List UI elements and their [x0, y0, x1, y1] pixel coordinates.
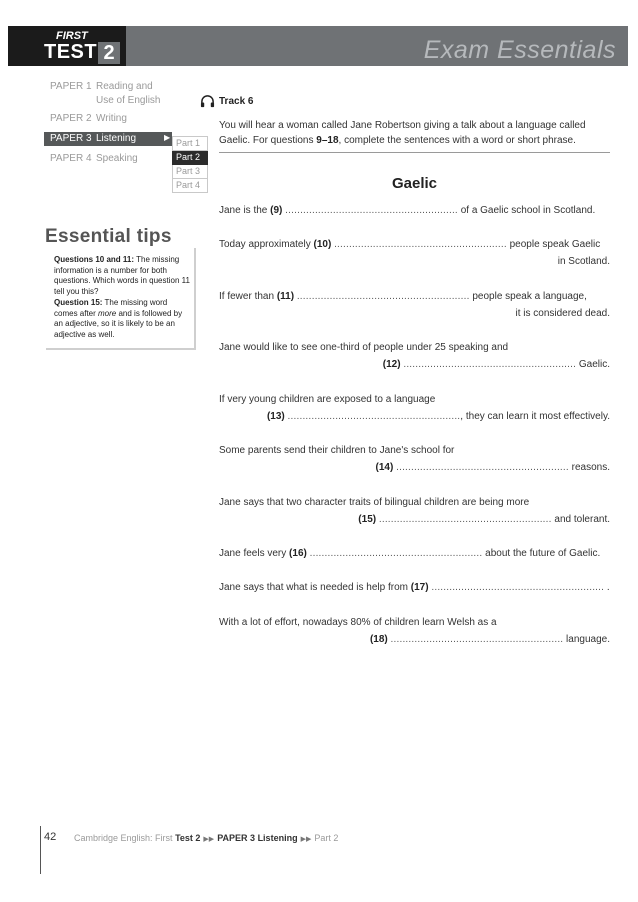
footer-book: Cambridge English: First — [74, 833, 173, 843]
menu-paper-3[interactable] — [50, 133, 136, 144]
footer-breadcrumb — [74, 833, 338, 843]
sentence-q14 — [219, 461, 610, 475]
question-number: (12) — [382, 359, 401, 370]
sentence-text: If fewer than — [219, 291, 277, 302]
sentence-text: Jane feels very — [219, 548, 290, 559]
footer-paper: PAPER 3 — [217, 833, 256, 843]
tips-text — [54, 255, 190, 341]
tip-text: The missing word comes after — [54, 298, 168, 318]
tip-label: Questions 10 and 11: — [54, 255, 135, 264]
tip-item — [54, 255, 190, 297]
answer-blank[interactable]: .......................................................... — [309, 548, 483, 559]
footer-test: Test 2 — [175, 833, 201, 843]
test-label: TEST — [44, 41, 98, 63]
question-number: (15) — [358, 514, 377, 525]
instructions-text: You will hear a woman called Jane Robertson giving a talk about a language called Gaelic. For questions — [219, 120, 586, 146]
sentence-q15-line1: Jane says that two character traits of bilingual children are being more — [219, 497, 530, 508]
test-number: 2 — [98, 42, 120, 64]
paper-number: PAPER 4 — [50, 153, 92, 164]
question-number: (16) — [289, 548, 307, 559]
section-title: Exam Essentials — [423, 36, 616, 64]
paper-name-line2: Use of English — [96, 95, 161, 106]
tip-label: Question 15: — [54, 298, 103, 307]
sentence-q16 — [219, 547, 610, 561]
paper-number: PAPER 3 — [50, 133, 92, 144]
question-number: (10) — [313, 239, 332, 250]
sentence-text-end: people speak a language, — [469, 291, 587, 302]
answer-blank[interactable]: .......................................................... — [287, 411, 461, 422]
answer-blank[interactable]: .......................................................... — [334, 239, 507, 250]
part-4-tab[interactable]: Part 4 — [172, 179, 208, 193]
double-arrow-icon: ▶▶ — [203, 836, 215, 843]
sentence-q15 — [219, 513, 610, 527]
paper-number: PAPER 2 — [50, 113, 92, 124]
triangle-right-icon: ▶ — [164, 133, 171, 142]
paper-name: Writing — [96, 113, 127, 124]
question-number: (14) — [375, 462, 394, 473]
menu-paper-2[interactable] — [50, 113, 127, 124]
sentence-q18-line1: With a lot of effort, nowadays 80% of children learn Welsh as a — [219, 617, 497, 628]
sentence-text-end: and tolerant. — [551, 514, 610, 525]
paper-name: Reading and — [96, 81, 153, 92]
tip-text: The missing information is a number for both questions. Which words in question 11 tell you this? — [54, 255, 190, 296]
first-label: FIRST — [56, 30, 88, 42]
instructions — [219, 118, 611, 148]
task-title: Gaelic — [391, 175, 438, 192]
paper-number: PAPER 1 — [50, 81, 92, 92]
sentence-text-end: people speak Gaelic — [506, 239, 601, 250]
sentence-q13-line1: If very young children are exposed to a language — [219, 394, 436, 405]
answer-blank[interactable]: .......................................................... — [285, 205, 458, 216]
headphones-icon — [200, 94, 215, 109]
sentence-q11-line2: it is considered dead. — [515, 308, 610, 319]
tip-emphasis: more — [98, 308, 117, 318]
answer-blank[interactable]: .......................................................... — [396, 462, 569, 473]
footer-paper-name: Listening — [257, 833, 298, 843]
sentence-text-end: reasons. — [568, 462, 610, 473]
question-number: (18) — [369, 634, 388, 645]
answer-blank[interactable]: .......................................................... — [390, 634, 564, 645]
answer-blank[interactable]: .......................................................... — [296, 291, 470, 302]
tip-item — [54, 298, 190, 340]
part-menu — [172, 136, 208, 193]
sentence-text-end: about the future of Gaelic. — [482, 548, 601, 559]
instructions-text-end: , complete the sentences with a word or short phrase. — [338, 135, 576, 146]
sentence-q18 — [219, 633, 610, 647]
footer-rule — [40, 826, 41, 874]
sentence-q12 — [219, 358, 610, 372]
sentence-text-end: of a Gaelic school in Scotland. — [457, 205, 596, 216]
question-number: (13) — [266, 411, 285, 422]
tip-text-end: and is followed by an adjective, so it is likely to be an adjective as well. — [54, 308, 183, 339]
sentence-text: Today approximately — [219, 239, 314, 250]
answer-blank[interactable]: .......................................................... — [431, 582, 605, 593]
paper-name: Speaking — [96, 153, 138, 164]
sentence-text-end: , they can learn it most effectively. — [460, 411, 610, 422]
paper-name: Listening — [96, 133, 137, 144]
sentence-q14-line1: Some parents send their children to Jane's school for — [219, 445, 455, 456]
sentence-text-end: language. — [563, 634, 610, 645]
answer-blank[interactable]: .......................................................... — [378, 514, 552, 525]
question-number: (11) — [276, 291, 295, 302]
menu-paper-4[interactable] — [50, 153, 138, 164]
sentence-text: Jane says that what is needed is help from — [219, 582, 411, 593]
sentence-text: Jane is the — [219, 205, 271, 216]
sentence-text-end: . — [604, 582, 610, 593]
answer-blank[interactable]: .......................................................... — [403, 359, 577, 370]
question-range: 9–18 — [316, 135, 339, 146]
track-label: Track 6 — [219, 96, 254, 107]
sentence-q10 — [219, 238, 610, 252]
sentence-text-end: Gaelic. — [576, 359, 610, 370]
divider — [219, 152, 610, 153]
part-2-tab[interactable]: Part 2 — [172, 151, 208, 165]
sentence-q11 — [219, 290, 610, 304]
sentence-q17 — [219, 581, 610, 595]
double-arrow-icon: ▶▶ — [300, 836, 312, 843]
tips-title: Essential tips — [45, 226, 172, 247]
question-number: (9) — [270, 205, 283, 216]
question-number: (17) — [410, 582, 429, 593]
sentence-q12-line1: Jane would like to see one-third of people under 25 speaking and — [219, 342, 509, 353]
menu-paper-1[interactable] — [50, 80, 160, 108]
part-1-tab[interactable]: Part 1 — [172, 136, 208, 151]
sentence-q10-line2: in Scotland. — [557, 256, 610, 267]
part-3-tab[interactable]: Part 3 — [172, 165, 208, 179]
sentence-q13 — [219, 410, 610, 424]
sentence-q9 — [219, 204, 610, 218]
footer-part: Part 2 — [314, 833, 339, 843]
page-number: 42 — [44, 831, 57, 843]
